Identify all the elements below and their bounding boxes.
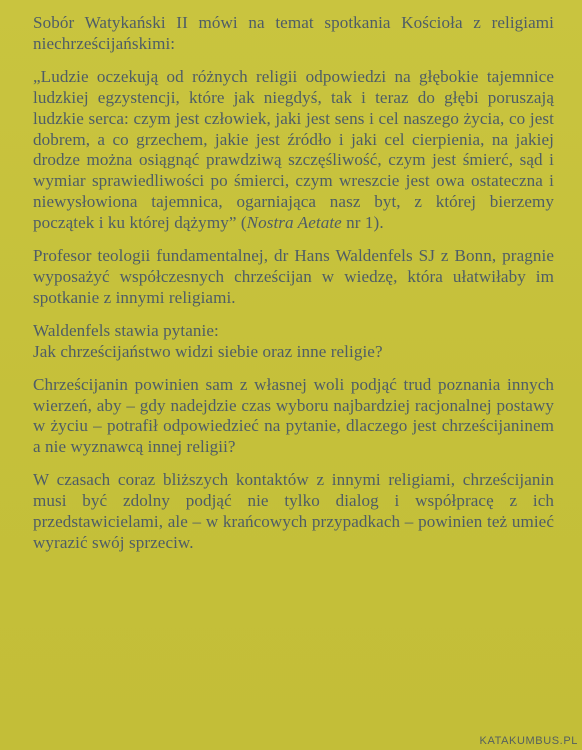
- paragraph-christian: [33, 375, 554, 459]
- quote-citation-number: nr 1).: [341, 213, 384, 233]
- quote-citation-title: Nostra Aetate: [246, 213, 342, 233]
- quote-text: „Ludzie oczekują od różnych religii odpowiedzi na głębokie tajemnice ludzkiej egzystencji, które jak niegdyś, tak i teraz do głębi poruszają ludzkie serca: czym jest człowiek, jaki jest sens i cel naszego życia, co jest dobrem, a co grzechem, jakie jest źródło i jaki cel cierpienia, na jakiej drodze można osiągnąć prawdziwą szczęśliwość, czym jest śmierć, sąd i wymiar sprawiedliwości po śmierci, czym wreszcie jest owa ostateczna i niewysłowiona tajemnica, ogarniająca nasz byt, z której bierzemy początek i ku której dążymy” (: [33, 66, 554, 233]
- watermark-text: KATAKUMBUS.PL: [479, 735, 578, 747]
- question-lead-text: Waldenfels stawia pytanie:: [33, 320, 219, 340]
- paragraph-intro-text: Sobór Watykański II mówi na temat spotkania Kościoła z religiami niechrześcijańskimi:: [33, 13, 554, 53]
- paragraph-intro: [33, 13, 554, 55]
- paragraph-professor: [33, 246, 554, 309]
- question-text: Jak chrześcijaństwo widzi siebie oraz inne religie?: [33, 341, 383, 361]
- paragraph-contacts: [33, 470, 554, 554]
- paragraph-quote: [33, 67, 554, 234]
- paragraph-question-lead: [33, 321, 554, 342]
- paragraph-christian-text: Chrześcijanin powinien sam z własnej woli podjąć trud poznania innych wierzeń, aby – gdy nadejdzie czas wyboru najbardziej racjonalnej postawy w życiu – potrafił odpowiedzieć na pytanie, dlaczego jest chrześcijaninem a nie wyznawcą innej religii?: [33, 374, 554, 457]
- paragraph-professor-text: Profesor teologii fundamentalnej, dr Hans Waldenfels SJ z Bonn, pragnie wyposażyć współczesnych chrześcijan w wiedzę, która ułatwiłaby im spotkanie z innymi religiami.: [33, 246, 554, 307]
- paragraph-contacts-text: W czasach coraz bliższych kontaktów z innymi religiami, chrześcijanin musi być zdolny podjąć nie tylko dialog i współpracę z ich przedstawicielami, ale – w krańcowych przypadkach – powinien też umieć wyrazić swój sprzeciw.: [33, 470, 554, 552]
- paragraph-question: [33, 342, 554, 363]
